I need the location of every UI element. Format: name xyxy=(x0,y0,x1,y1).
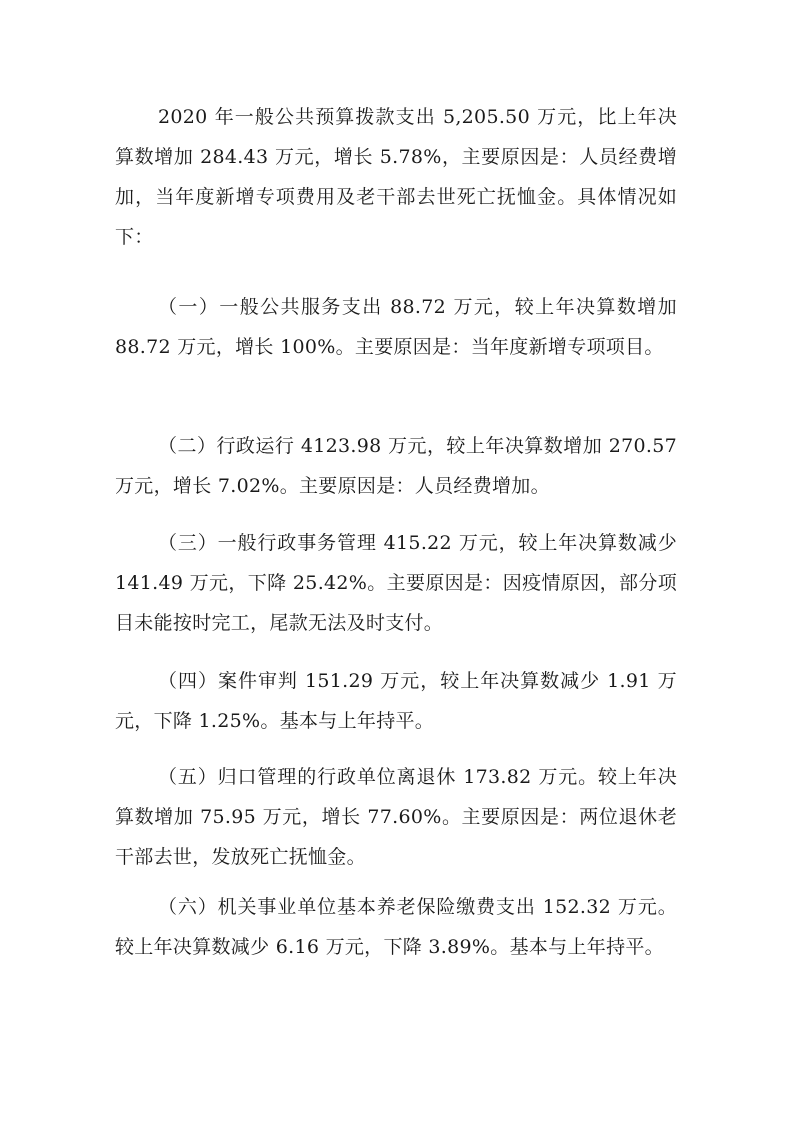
paragraph-pension-insurance: （六）机关事业单位基本养老保险缴费支出 152.32 万元。较上年决算数减少 6.16 万元，下降 3.89%。基本与上年持平。 xyxy=(115,896,677,958)
paragraph-administrative-operation: （二）行政运行 4123.98 万元，较上年决算数增加 270.57 万元，增长 7.02%。主要原因是：人员经费增加。 xyxy=(115,435,677,497)
paragraph-general-public-services: （一）一般公共服务支出 88.72 万元，较上年决算数增加 88.72 万元，增长 100%。主要原因是：当年度新增专项项目。 xyxy=(115,296,677,358)
intro-paragraph: 2020 年一般公共预算拨款支出 5,205.50 万元，比上年决算数增加 284.43 万元，增长 5.78%，主要原因是：人员经费增加，当年度新增专项费用及老干部去世死亡抚恤金。具体情况如下： xyxy=(115,106,677,248)
paragraph-case-trial: （四）案件审判 151.29 万元，较上年决算数减少 1.91 万元，下降 1.25%。基本与上年持平。 xyxy=(115,670,677,732)
paragraph-general-administrative-affairs: （三）一般行政事务管理 415.22 万元，较上年决算数减少 141.49 万元，下降 25.42%。主要原因是：因疫情原因，部分项目未能按时完工，尾款无法及时支付。 xyxy=(115,532,677,634)
paragraph-retirement: （五）归口管理的行政单位离退休 173.82 万元。较上年决算数增加 75.95 万元，增长 77.60%。主要原因是：两位退休老干部去世，发放死亡抚恤金。 xyxy=(115,766,677,868)
